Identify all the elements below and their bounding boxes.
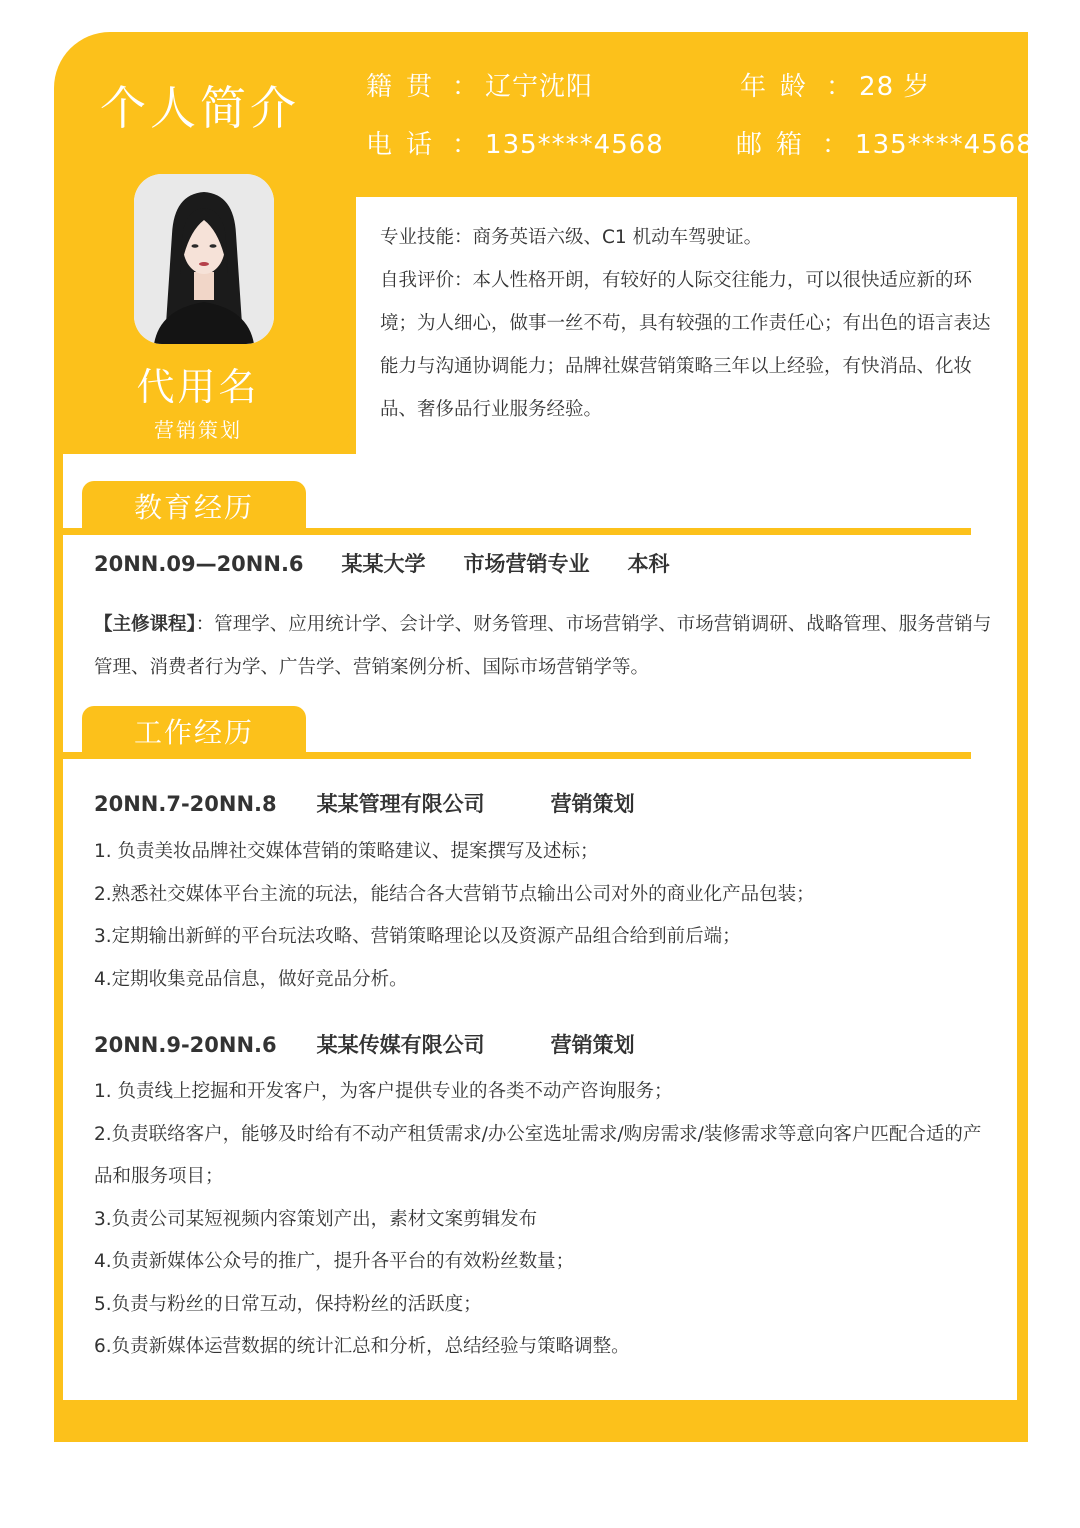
age — [740, 66, 930, 103]
age-label: 年龄 — [740, 72, 821, 102]
native-place — [366, 66, 593, 103]
profile-photo — [134, 174, 274, 344]
duty-item: 2.熟悉社交媒体平台主流的玩法，能结合各大营销节点输出公司对外的商业化产品包装； — [94, 883, 815, 905]
duty-item: 4.定期收集竞品信息，做好竞品分析。 — [94, 968, 408, 990]
duty-item: 5.负责与粉丝的日常互动，保持粉丝的活跃度； — [94, 1293, 482, 1315]
email-label: 邮箱 — [736, 130, 817, 160]
frame-bottom-bar — [54, 1400, 1028, 1442]
separator: ： — [826, 72, 854, 102]
page-title: 个人简介 — [100, 81, 300, 135]
job-duties — [94, 831, 1006, 1001]
job-period: 20NN.9-20NN.6 — [94, 1033, 277, 1057]
courses-text — [94, 603, 1006, 689]
education-period: 20NN.09—20NN.6 — [94, 552, 304, 576]
courses-list: ：管理学、应用统计学、会计学、财务管理、市场营销学、市场营销调研、战略管理、服务营销与管理、消费者行为学、广告学、营销案例分析、国际市场营销学等。 — [94, 614, 992, 678]
job-position: 营销策划 — [550, 792, 635, 816]
work-divider — [63, 752, 971, 759]
candidate-role: 营销策划 — [154, 418, 242, 442]
phone-label: 电话 — [366, 130, 447, 160]
email-value: 135****4568 — [855, 130, 1034, 160]
job-company: 某某管理有限公司 — [316, 792, 485, 816]
job-header — [94, 1029, 635, 1059]
duty-item: 3.负责公司某短视频内容策划产出，素材文案剪辑发布 — [94, 1208, 538, 1230]
education-header — [94, 548, 708, 578]
age-value: 28 岁 — [859, 72, 931, 102]
native-place-label: 籍贯 — [366, 72, 447, 102]
job-header — [94, 788, 635, 818]
major-name: 市场营销专业 — [463, 552, 590, 576]
email — [736, 124, 1034, 161]
candidate-name: 代用名 — [136, 365, 260, 409]
duty-item: 2.负责联络客户，能够及时给有不动产租赁需求/办公室选址需求/购房需求/装修需求等意向客户匹配合适的产品和服务项目； — [94, 1123, 982, 1187]
duty-item: 3.定期输出新鲜的平台玩法攻略、营销策略理论以及资源产品组合给到前后端； — [94, 926, 741, 947]
job-company: 某某传媒有限公司 — [316, 1033, 485, 1057]
phone — [366, 124, 664, 161]
job-duties — [94, 1071, 994, 1369]
portrait-illustration — [134, 174, 274, 344]
separator: ： — [452, 72, 480, 102]
degree: 本科 — [627, 552, 670, 576]
duty-item: 1. 负责美妆品牌社交媒体营销的策略建议、提案撰写及述标； — [94, 841, 599, 862]
duty-item: 4.负责新媒体公众号的推广，提升各平台的有效粉丝数量； — [94, 1251, 575, 1272]
separator: ： — [452, 130, 480, 160]
duty-item: 6.负责新媒体运营数据的统计汇总和分析，总结经验与策略调整。 — [94, 1336, 630, 1357]
phone-value: 135****4568 — [485, 130, 664, 160]
school-name: 某某大学 — [341, 552, 426, 576]
courses-label: 【主修课程】 — [94, 614, 196, 635]
job-period: 20NN.7-20NN.8 — [94, 792, 277, 816]
self-evaluation: 自我评价：本人性格开朗，有较好的人际交往能力，可以很快适应新的环境；为人细心，做事一丝不苟，具有较强的工作责任心；有出色的语言表达能力与沟通协调能力；品牌社媒营销策略三年以上经验，有快消品、化妆品、奢侈品行业服务经验。 — [380, 270, 991, 420]
duty-item: 1. 负责线上挖掘和开发客户，为客户提供专业的各类不动产咨询服务； — [94, 1081, 673, 1102]
education-section-title: 教育经历 — [82, 481, 306, 531]
native-place-value: 辽宁沈阳 — [485, 72, 594, 102]
work-section-title: 工作经历 — [82, 706, 306, 756]
education-divider — [63, 528, 971, 535]
separator: ： — [822, 130, 850, 160]
intro-text — [380, 216, 1006, 431]
job-position: 营销策划 — [550, 1033, 635, 1057]
skills-line: 专业技能：商务英语六级、C1 机动车驾驶证。 — [380, 227, 763, 248]
